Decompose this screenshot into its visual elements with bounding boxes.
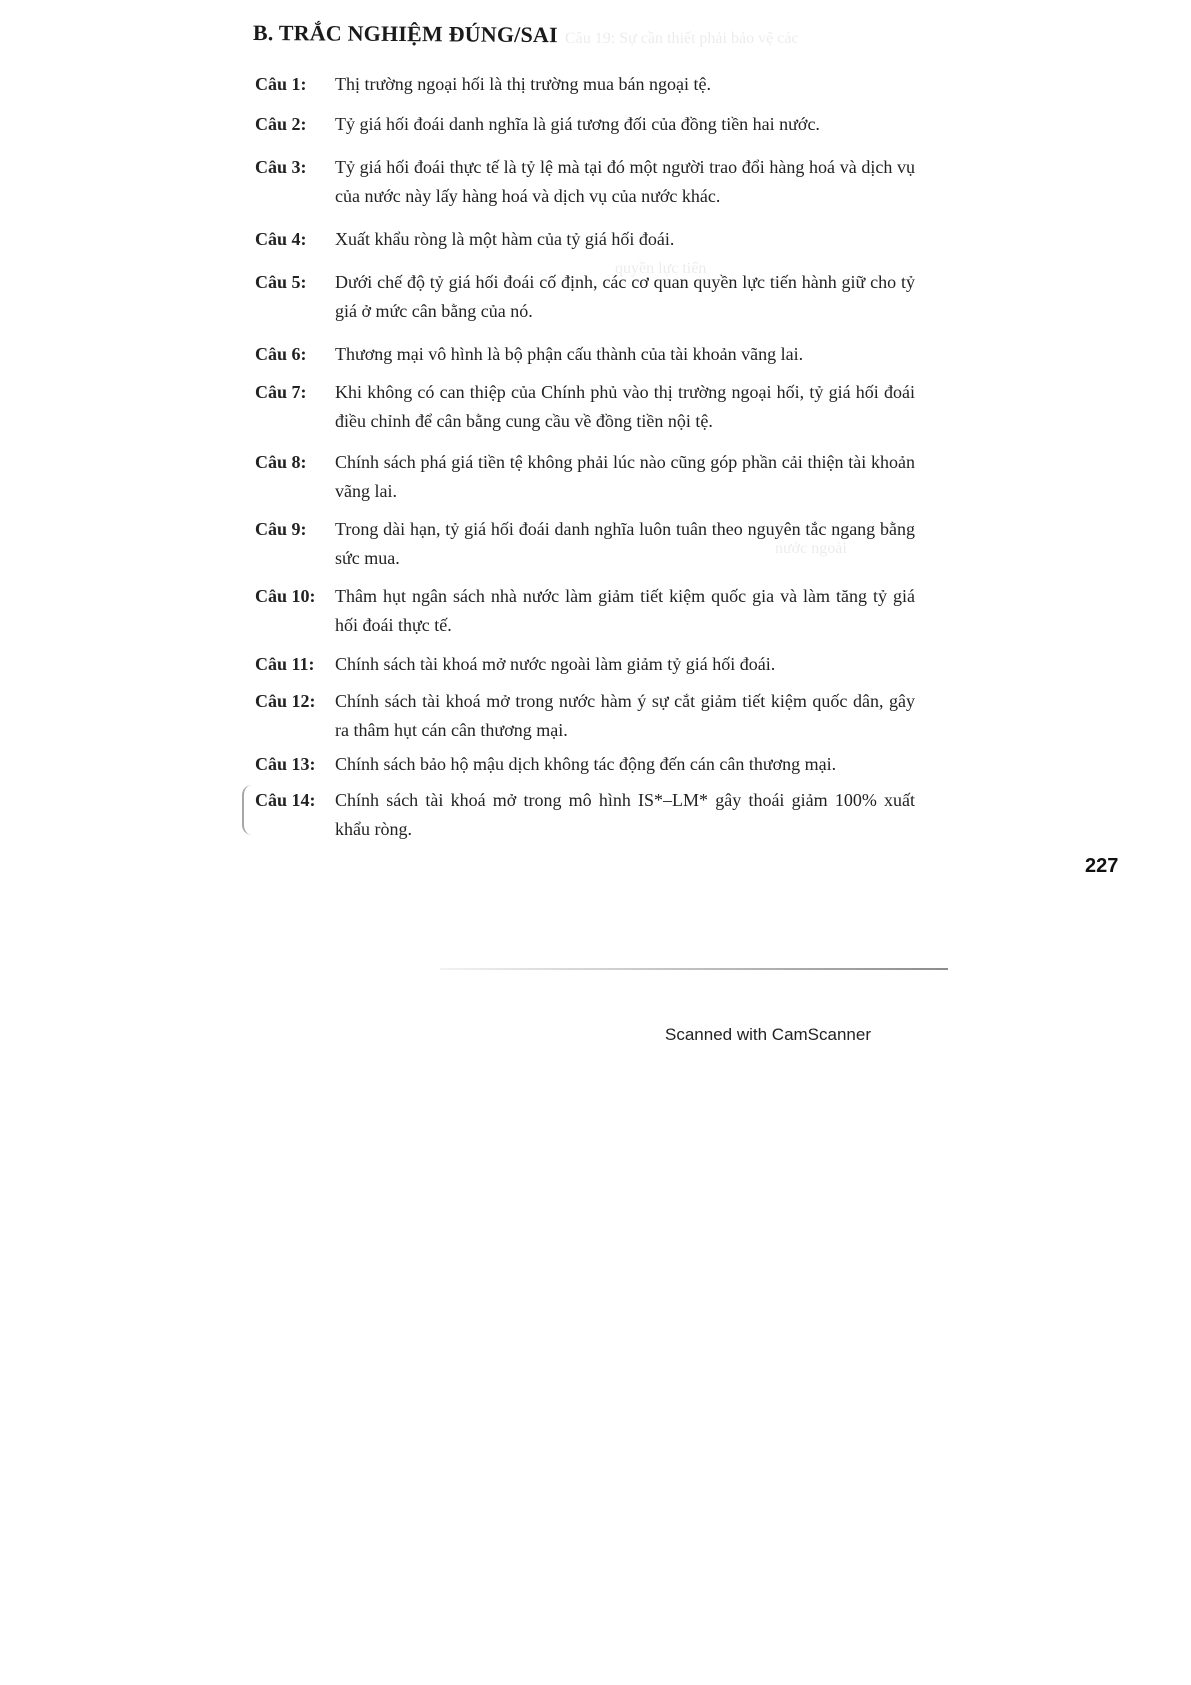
question-label: Câu 11: xyxy=(255,654,315,674)
scanner-watermark: Scanned with CamScanner xyxy=(665,1025,872,1044)
question-text: Xuất khẩu ròng là một hàm của tỷ giá hối đoái. xyxy=(335,229,675,249)
question-label: Câu 2: xyxy=(255,114,307,134)
question-item xyxy=(255,786,915,844)
question-label: Câu 9: xyxy=(255,519,307,539)
question-label: Câu 3: xyxy=(255,157,307,177)
question-label: Câu 4: xyxy=(255,229,307,249)
question-text: Tỷ giá hối đoái danh nghĩa là giá tương đối của đồng tiền hai nước. xyxy=(335,114,820,134)
question-text: Thị trường ngoại hối là thị trường mua bán ngoại tệ. xyxy=(335,74,711,94)
question-text: Chính sách tài khoá mở trong mô hình IS*–LM* gây thoái giảm 100% xuất khẩu ròng. xyxy=(335,790,915,839)
question-item xyxy=(255,515,915,573)
question-text: Chính sách phá giá tiền tệ không phải lúc nào cũng góp phần cải thiện tài khoản vãng lai. xyxy=(335,452,915,501)
book-page-scan xyxy=(235,0,1119,975)
question-text: Chính sách bảo hộ mậu dịch không tác động đến cán cân thương mại. xyxy=(335,754,837,774)
question-text: Chính sách tài khoá mở nước ngoài làm giảm tỷ giá hối đoái. xyxy=(335,654,776,674)
question-item xyxy=(255,582,915,640)
bleed-through-text: nước ngoài xyxy=(775,540,847,557)
bleed-through-text: Câu 19: Sự cần thiết phải bảo vệ các xyxy=(565,30,799,47)
question-label: Câu 5: xyxy=(255,272,307,292)
binding-edge-mark xyxy=(242,785,258,835)
question-item xyxy=(255,650,915,679)
question-label: Câu 1: xyxy=(255,74,307,94)
question-item xyxy=(255,687,915,745)
bleed-through-text: quyền lực tiến xyxy=(615,260,707,277)
question-item xyxy=(255,110,915,139)
question-label: Câu 7: xyxy=(255,382,307,402)
question-label: Câu 6: xyxy=(255,344,307,364)
question-item xyxy=(255,340,915,369)
question-text: Thương mại vô hình là bộ phận cấu thành của tài khoản vãng lai. xyxy=(335,344,804,364)
question-item xyxy=(255,448,915,506)
question-item xyxy=(255,70,915,99)
question-label: Câu 10: xyxy=(255,586,316,606)
question-item xyxy=(255,750,915,779)
page-edge-line xyxy=(440,968,948,970)
question-text: Trong dài hạn, tỷ giá hối đoái danh nghĩa luôn tuân theo nguyên tắc ngang bằng sức mua. xyxy=(335,519,915,568)
question-text: Thâm hụt ngân sách nhà nước làm giảm tiết kiệm quốc gia và làm tăng tỷ giá hối đoái thực tế. xyxy=(335,586,915,635)
question-label: Câu 14: xyxy=(255,790,316,810)
question-item xyxy=(255,153,915,211)
question-label: Câu 12: xyxy=(255,691,316,711)
question-text: Chính sách tài khoá mở trong nước hàm ý sự cắt giảm tiết kiệm quốc dân, gây ra thâm hụt cán cân thương mại. xyxy=(335,691,915,740)
question-item xyxy=(255,378,915,436)
page-number: 227 xyxy=(1085,855,1119,877)
question-text: Khi không có can thiệp của Chính phủ vào thị trường ngoại hối, tỷ giá hối đoái điều chỉnh để cân bằng cung cầu về đồng tiền nội tệ. xyxy=(335,382,915,431)
question-text: Tỷ giá hối đoái thực tế là tỷ lệ mà tại đó một người trao đổi hàng hoá và dịch vụ của nước này lấy hàng hoá và dịch vụ của nước khác. xyxy=(335,157,915,206)
question-text: Dưới chế độ tỷ giá hối đoái cố định, các cơ quan quyền lực tiến hành giữ cho tỷ giá ở mức cân bằng của nó. xyxy=(335,272,915,321)
question-item xyxy=(255,225,915,254)
section-title: B. TRẮC NGHIỆM ĐÚNG/SAI xyxy=(252,20,558,48)
question-item xyxy=(255,268,915,326)
question-label: Câu 8: xyxy=(255,452,307,472)
question-label: Câu 13: xyxy=(255,754,316,774)
